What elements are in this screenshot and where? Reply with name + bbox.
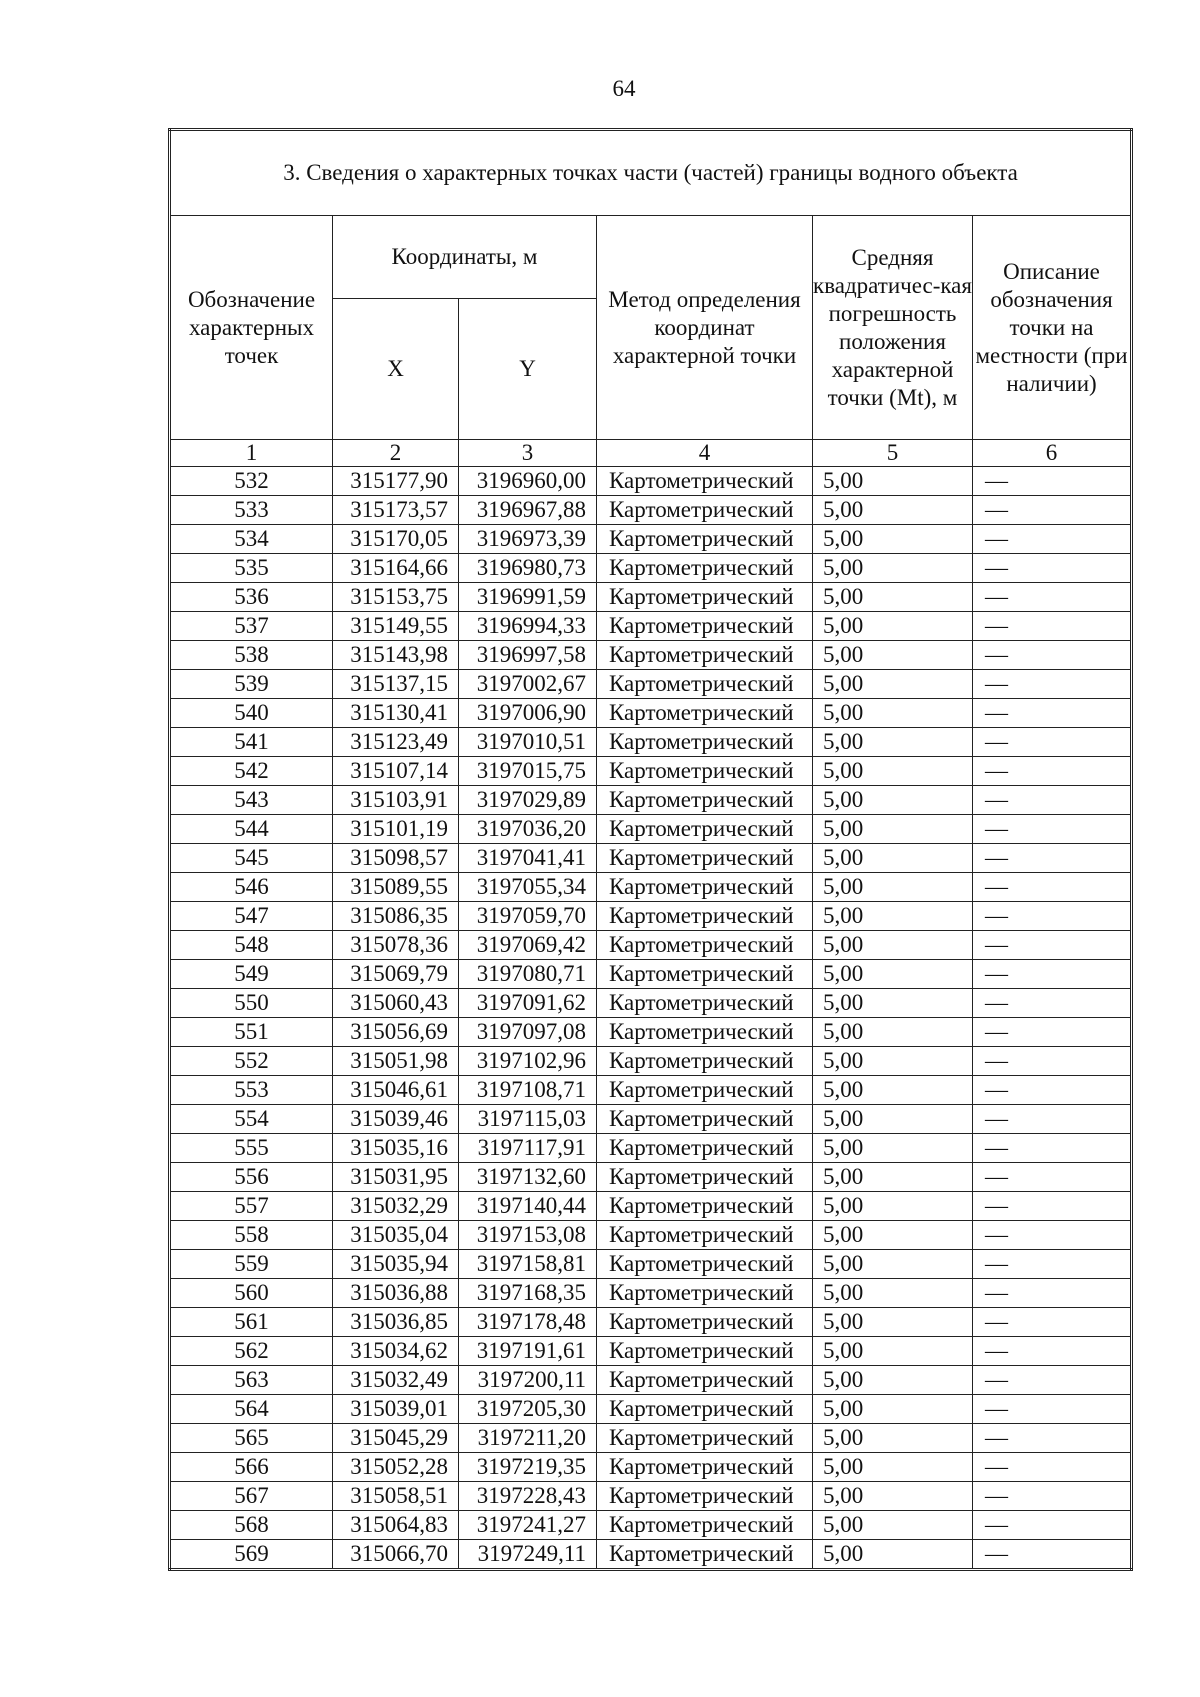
- table-body: [170, 467, 1132, 1570]
- description-cell: —: [973, 1424, 1132, 1453]
- rms-error-cell: 5,00: [813, 1134, 973, 1163]
- method-cell: Картометрический: [597, 1076, 813, 1105]
- description-cell: —: [973, 873, 1132, 902]
- description-cell: —: [973, 1163, 1132, 1192]
- point-number-cell: 551: [170, 1018, 333, 1047]
- point-number-cell: 569: [170, 1540, 333, 1570]
- table-row: [170, 699, 1132, 728]
- y-coordinate-cell: 3197211,20: [459, 1424, 597, 1453]
- point-number-cell: 534: [170, 525, 333, 554]
- column-number: 3: [459, 440, 597, 467]
- method-cell: Картометрический: [597, 1337, 813, 1366]
- rms-error-cell: 5,00: [813, 554, 973, 583]
- description-cell: —: [973, 1250, 1132, 1279]
- y-coordinate-cell: 3197191,61: [459, 1337, 597, 1366]
- point-number-cell: 540: [170, 699, 333, 728]
- description-cell: —: [973, 1482, 1132, 1511]
- rms-error-cell: 5,00: [813, 1511, 973, 1540]
- method-cell: Картометрический: [597, 583, 813, 612]
- description-cell: —: [973, 699, 1132, 728]
- rms-error-cell: 5,00: [813, 1047, 973, 1076]
- point-number-cell: 562: [170, 1337, 333, 1366]
- description-cell: —: [973, 1076, 1132, 1105]
- x-coordinate-cell: 315143,98: [333, 641, 459, 670]
- table-title: 3. Сведения о характерных точках части (частей) границы водного объекта: [170, 130, 1132, 216]
- rms-error-cell: 5,00: [813, 728, 973, 757]
- description-cell: —: [973, 1047, 1132, 1076]
- table-row: [170, 467, 1132, 496]
- point-number-cell: 559: [170, 1250, 333, 1279]
- rms-error-cell: 5,00: [813, 1424, 973, 1453]
- point-number-cell: 541: [170, 728, 333, 757]
- rms-error-cell: 5,00: [813, 931, 973, 960]
- method-cell: Картометрический: [597, 525, 813, 554]
- column-number-row: [170, 440, 1132, 467]
- description-cell: —: [973, 1308, 1132, 1337]
- table-row: [170, 1134, 1132, 1163]
- point-number-cell: 556: [170, 1163, 333, 1192]
- method-cell: Картометрический: [597, 1221, 813, 1250]
- header-coordinates: Координаты, м: [333, 216, 597, 299]
- description-cell: —: [973, 525, 1132, 554]
- point-number-cell: 565: [170, 1424, 333, 1453]
- method-cell: Картометрический: [597, 1482, 813, 1511]
- x-coordinate-cell: 315153,75: [333, 583, 459, 612]
- y-coordinate-cell: 3197036,20: [459, 815, 597, 844]
- column-number: 5: [813, 440, 973, 467]
- y-coordinate-cell: 3196980,73: [459, 554, 597, 583]
- y-coordinate-cell: 3197002,67: [459, 670, 597, 699]
- table-row: [170, 728, 1132, 757]
- description-cell: —: [973, 815, 1132, 844]
- rms-error-cell: 5,00: [813, 815, 973, 844]
- y-coordinate-cell: 3197241,27: [459, 1511, 597, 1540]
- y-coordinate-cell: 3196967,88: [459, 496, 597, 525]
- y-coordinate-cell: 3197249,11: [459, 1540, 597, 1570]
- x-coordinate-cell: 315039,46: [333, 1105, 459, 1134]
- description-cell: —: [973, 902, 1132, 931]
- method-cell: Картометрический: [597, 1047, 813, 1076]
- x-coordinate-cell: 315123,49: [333, 728, 459, 757]
- description-cell: —: [973, 1511, 1132, 1540]
- table-row: [170, 1308, 1132, 1337]
- table-row: [170, 786, 1132, 815]
- rms-error-cell: 5,00: [813, 1192, 973, 1221]
- rms-error-cell: 5,00: [813, 1540, 973, 1570]
- column-number: 6: [973, 440, 1132, 467]
- point-number-cell: 552: [170, 1047, 333, 1076]
- table-row: [170, 989, 1132, 1018]
- point-number-cell: 548: [170, 931, 333, 960]
- y-coordinate-cell: 3197205,30: [459, 1395, 597, 1424]
- y-coordinate-cell: 3196991,59: [459, 583, 597, 612]
- method-cell: Картометрический: [597, 1511, 813, 1540]
- table-row: [170, 931, 1132, 960]
- x-coordinate-cell: 315173,57: [333, 496, 459, 525]
- point-number-cell: 535: [170, 554, 333, 583]
- x-coordinate-cell: 315035,16: [333, 1134, 459, 1163]
- rms-error-cell: 5,00: [813, 1337, 973, 1366]
- method-cell: Картометрический: [597, 641, 813, 670]
- point-number-cell: 563: [170, 1366, 333, 1395]
- description-cell: —: [973, 844, 1132, 873]
- method-cell: Картометрический: [597, 1105, 813, 1134]
- description-cell: —: [973, 1540, 1132, 1570]
- point-number-cell: 546: [170, 873, 333, 902]
- rms-error-cell: 5,00: [813, 873, 973, 902]
- y-coordinate-cell: 3197006,90: [459, 699, 597, 728]
- method-cell: Картометрический: [597, 786, 813, 815]
- table-row: [170, 1453, 1132, 1482]
- table-row: [170, 670, 1132, 699]
- description-cell: —: [973, 757, 1132, 786]
- method-cell: Картометрический: [597, 1308, 813, 1337]
- description-cell: —: [973, 670, 1132, 699]
- column-number: 4: [597, 440, 813, 467]
- table-row: [170, 815, 1132, 844]
- rms-error-cell: 5,00: [813, 844, 973, 873]
- header-rms-error: Средняя квадратичес-кая погрешность положения характерной точки (Mt), м: [813, 216, 973, 440]
- method-cell: Картометрический: [597, 815, 813, 844]
- method-cell: Картометрический: [597, 496, 813, 525]
- method-cell: Картометрический: [597, 873, 813, 902]
- method-cell: Картометрический: [597, 1018, 813, 1047]
- method-cell: Картометрический: [597, 554, 813, 583]
- rms-error-cell: 5,00: [813, 525, 973, 554]
- x-coordinate-cell: 315031,95: [333, 1163, 459, 1192]
- point-number-cell: 547: [170, 902, 333, 931]
- table-row: [170, 960, 1132, 989]
- x-coordinate-cell: 315058,51: [333, 1482, 459, 1511]
- table-row: [170, 641, 1132, 670]
- method-cell: Картометрический: [597, 902, 813, 931]
- method-cell: Картометрический: [597, 612, 813, 641]
- point-number-cell: 554: [170, 1105, 333, 1134]
- table-row: [170, 1163, 1132, 1192]
- point-number-cell: 539: [170, 670, 333, 699]
- x-coordinate-cell: 315056,69: [333, 1018, 459, 1047]
- table-row: [170, 1482, 1132, 1511]
- header-point-designation: Обозначение характерных точек: [170, 216, 333, 440]
- table-row: [170, 1366, 1132, 1395]
- rms-error-cell: 5,00: [813, 1395, 973, 1424]
- method-cell: Картометрический: [597, 960, 813, 989]
- rms-error-cell: 5,00: [813, 960, 973, 989]
- x-coordinate-cell: 315089,55: [333, 873, 459, 902]
- x-coordinate-cell: 315149,55: [333, 612, 459, 641]
- point-number-cell: 536: [170, 583, 333, 612]
- point-number-cell: 545: [170, 844, 333, 873]
- point-number-cell: 567: [170, 1482, 333, 1511]
- x-coordinate-cell: 315051,98: [333, 1047, 459, 1076]
- y-coordinate-cell: 3197178,48: [459, 1308, 597, 1337]
- y-coordinate-cell: 3197010,51: [459, 728, 597, 757]
- point-number-cell: 558: [170, 1221, 333, 1250]
- point-number-cell: 533: [170, 496, 333, 525]
- description-cell: —: [973, 554, 1132, 583]
- x-coordinate-cell: 315034,62: [333, 1337, 459, 1366]
- x-coordinate-cell: 315170,05: [333, 525, 459, 554]
- x-coordinate-cell: 315107,14: [333, 757, 459, 786]
- method-cell: Картометрический: [597, 1366, 813, 1395]
- boundary-points-table: [168, 128, 1133, 1571]
- method-cell: Картометрический: [597, 844, 813, 873]
- method-cell: Картометрический: [597, 1192, 813, 1221]
- x-coordinate-cell: 315101,19: [333, 815, 459, 844]
- table-row: [170, 554, 1132, 583]
- y-coordinate-cell: 3197153,08: [459, 1221, 597, 1250]
- y-coordinate-cell: 3197228,43: [459, 1482, 597, 1511]
- x-coordinate-cell: 315032,29: [333, 1192, 459, 1221]
- description-cell: —: [973, 1366, 1132, 1395]
- method-cell: Картометрический: [597, 1424, 813, 1453]
- description-cell: —: [973, 1453, 1132, 1482]
- y-coordinate-cell: 3197029,89: [459, 786, 597, 815]
- table-row: [170, 496, 1132, 525]
- rms-error-cell: 5,00: [813, 757, 973, 786]
- method-cell: Картометрический: [597, 1163, 813, 1192]
- rms-error-cell: 5,00: [813, 1163, 973, 1192]
- method-cell: Картометрический: [597, 1540, 813, 1570]
- x-coordinate-cell: 315039,01: [333, 1395, 459, 1424]
- column-number: 2: [333, 440, 459, 467]
- description-cell: —: [973, 467, 1132, 496]
- table-row: [170, 1076, 1132, 1105]
- table-row: [170, 1279, 1132, 1308]
- table-row: [170, 1105, 1132, 1134]
- point-number-cell: 564: [170, 1395, 333, 1424]
- x-coordinate-cell: 315060,43: [333, 989, 459, 1018]
- table-row: [170, 1018, 1132, 1047]
- table-row: [170, 1337, 1132, 1366]
- table-row: [170, 902, 1132, 931]
- x-coordinate-cell: 315103,91: [333, 786, 459, 815]
- y-coordinate-cell: 3197200,11: [459, 1366, 597, 1395]
- y-coordinate-cell: 3197140,44: [459, 1192, 597, 1221]
- description-cell: —: [973, 960, 1132, 989]
- point-number-cell: 543: [170, 786, 333, 815]
- rms-error-cell: 5,00: [813, 1279, 973, 1308]
- description-cell: —: [973, 583, 1132, 612]
- table-row: [170, 583, 1132, 612]
- point-number-cell: 542: [170, 757, 333, 786]
- method-cell: Картометрический: [597, 989, 813, 1018]
- y-coordinate-cell: 3197097,08: [459, 1018, 597, 1047]
- x-coordinate-cell: 315177,90: [333, 467, 459, 496]
- y-coordinate-cell: 3197158,81: [459, 1250, 597, 1279]
- y-coordinate-cell: 3197115,03: [459, 1105, 597, 1134]
- point-number-cell: 568: [170, 1511, 333, 1540]
- rms-error-cell: 5,00: [813, 1453, 973, 1482]
- header-method: Метод определения координат характерной точки: [597, 216, 813, 440]
- method-cell: Картометрический: [597, 1279, 813, 1308]
- rms-error-cell: 5,00: [813, 1076, 973, 1105]
- method-cell: Картометрический: [597, 728, 813, 757]
- table-row: [170, 525, 1132, 554]
- rms-error-cell: 5,00: [813, 1221, 973, 1250]
- description-cell: —: [973, 1105, 1132, 1134]
- x-coordinate-cell: 315078,36: [333, 931, 459, 960]
- point-number-cell: 544: [170, 815, 333, 844]
- y-coordinate-cell: 3197117,91: [459, 1134, 597, 1163]
- rms-error-cell: 5,00: [813, 1482, 973, 1511]
- y-coordinate-cell: 3197069,42: [459, 931, 597, 960]
- description-cell: —: [973, 1018, 1132, 1047]
- description-cell: —: [973, 641, 1132, 670]
- x-coordinate-cell: 315036,85: [333, 1308, 459, 1337]
- table-row: [170, 1250, 1132, 1279]
- y-coordinate-cell: 3197102,96: [459, 1047, 597, 1076]
- table-row: [170, 1192, 1132, 1221]
- y-coordinate-cell: 3197091,62: [459, 989, 597, 1018]
- table-row: [170, 1540, 1132, 1570]
- y-coordinate-cell: 3196997,58: [459, 641, 597, 670]
- description-cell: —: [973, 1337, 1132, 1366]
- x-coordinate-cell: 315035,04: [333, 1221, 459, 1250]
- method-cell: Картометрический: [597, 1250, 813, 1279]
- description-cell: —: [973, 1279, 1132, 1308]
- method-cell: Картометрический: [597, 1134, 813, 1163]
- rms-error-cell: 5,00: [813, 496, 973, 525]
- x-coordinate-cell: 315137,15: [333, 670, 459, 699]
- column-number: 1: [170, 440, 333, 467]
- y-coordinate-cell: 3197041,41: [459, 844, 597, 873]
- rms-error-cell: 5,00: [813, 583, 973, 612]
- table-row: [170, 1395, 1132, 1424]
- page-number: 64: [612, 76, 636, 101]
- rms-error-cell: 5,00: [813, 989, 973, 1018]
- point-number-cell: 550: [170, 989, 333, 1018]
- table-row: [170, 1047, 1132, 1076]
- table-row: [170, 1424, 1132, 1453]
- table-row: [170, 1511, 1132, 1540]
- table-row: [170, 844, 1132, 873]
- method-cell: Картометрический: [597, 699, 813, 728]
- x-coordinate-cell: 315086,35: [333, 902, 459, 931]
- y-coordinate-cell: 3197015,75: [459, 757, 597, 786]
- point-number-cell: 549: [170, 960, 333, 989]
- x-coordinate-cell: 315032,49: [333, 1366, 459, 1395]
- y-coordinate-cell: 3197132,60: [459, 1163, 597, 1192]
- header-y: Y: [459, 299, 597, 440]
- description-cell: —: [973, 1134, 1132, 1163]
- description-cell: —: [973, 1192, 1132, 1221]
- y-coordinate-cell: 3196994,33: [459, 612, 597, 641]
- y-coordinate-cell: 3196960,00: [459, 467, 597, 496]
- method-cell: Картометрический: [597, 931, 813, 960]
- x-coordinate-cell: 315098,57: [333, 844, 459, 873]
- rms-error-cell: 5,00: [813, 1308, 973, 1337]
- point-number-cell: 553: [170, 1076, 333, 1105]
- rms-error-cell: 5,00: [813, 902, 973, 931]
- y-coordinate-cell: 3197108,71: [459, 1076, 597, 1105]
- point-number-cell: 537: [170, 612, 333, 641]
- x-coordinate-cell: 315036,88: [333, 1279, 459, 1308]
- table-row: [170, 873, 1132, 902]
- point-number-cell: 532: [170, 467, 333, 496]
- description-cell: —: [973, 1395, 1132, 1424]
- rms-error-cell: 5,00: [813, 786, 973, 815]
- rms-error-cell: 5,00: [813, 641, 973, 670]
- table-row: [170, 1221, 1132, 1250]
- point-number-cell: 557: [170, 1192, 333, 1221]
- point-number-cell: 566: [170, 1453, 333, 1482]
- header-x: X: [333, 299, 459, 440]
- rms-error-cell: 5,00: [813, 670, 973, 699]
- method-cell: Картометрический: [597, 1453, 813, 1482]
- description-cell: —: [973, 728, 1132, 757]
- point-number-cell: 538: [170, 641, 333, 670]
- point-number-cell: 560: [170, 1279, 333, 1308]
- x-coordinate-cell: 315045,29: [333, 1424, 459, 1453]
- rms-error-cell: 5,00: [813, 1250, 973, 1279]
- x-coordinate-cell: 315066,70: [333, 1540, 459, 1570]
- x-coordinate-cell: 315130,41: [333, 699, 459, 728]
- x-coordinate-cell: 315164,66: [333, 554, 459, 583]
- description-cell: —: [973, 612, 1132, 641]
- rms-error-cell: 5,00: [813, 699, 973, 728]
- description-cell: —: [973, 496, 1132, 525]
- x-coordinate-cell: 315064,83: [333, 1511, 459, 1540]
- y-coordinate-cell: 3197059,70: [459, 902, 597, 931]
- table-row: [170, 757, 1132, 786]
- point-number-cell: 555: [170, 1134, 333, 1163]
- y-coordinate-cell: 3196973,39: [459, 525, 597, 554]
- point-number-cell: 561: [170, 1308, 333, 1337]
- description-cell: —: [973, 1221, 1132, 1250]
- header-description: Описание обозначения точки на местности (при наличии): [973, 216, 1132, 440]
- description-cell: —: [973, 786, 1132, 815]
- method-cell: Картометрический: [597, 670, 813, 699]
- rms-error-cell: 5,00: [813, 612, 973, 641]
- y-coordinate-cell: 3197080,71: [459, 960, 597, 989]
- method-cell: Картометрический: [597, 1395, 813, 1424]
- method-cell: Картометрический: [597, 757, 813, 786]
- table-row: [170, 612, 1132, 641]
- description-cell: —: [973, 931, 1132, 960]
- description-cell: —: [973, 989, 1132, 1018]
- rms-error-cell: 5,00: [813, 1018, 973, 1047]
- rms-error-cell: 5,00: [813, 1366, 973, 1395]
- y-coordinate-cell: 3197168,35: [459, 1279, 597, 1308]
- method-cell: Картометрический: [597, 467, 813, 496]
- x-coordinate-cell: 315052,28: [333, 1453, 459, 1482]
- rms-error-cell: 5,00: [813, 1105, 973, 1134]
- rms-error-cell: 5,00: [813, 467, 973, 496]
- y-coordinate-cell: 3197219,35: [459, 1453, 597, 1482]
- y-coordinate-cell: 3197055,34: [459, 873, 597, 902]
- x-coordinate-cell: 315046,61: [333, 1076, 459, 1105]
- x-coordinate-cell: 315069,79: [333, 960, 459, 989]
- x-coordinate-cell: 315035,94: [333, 1250, 459, 1279]
